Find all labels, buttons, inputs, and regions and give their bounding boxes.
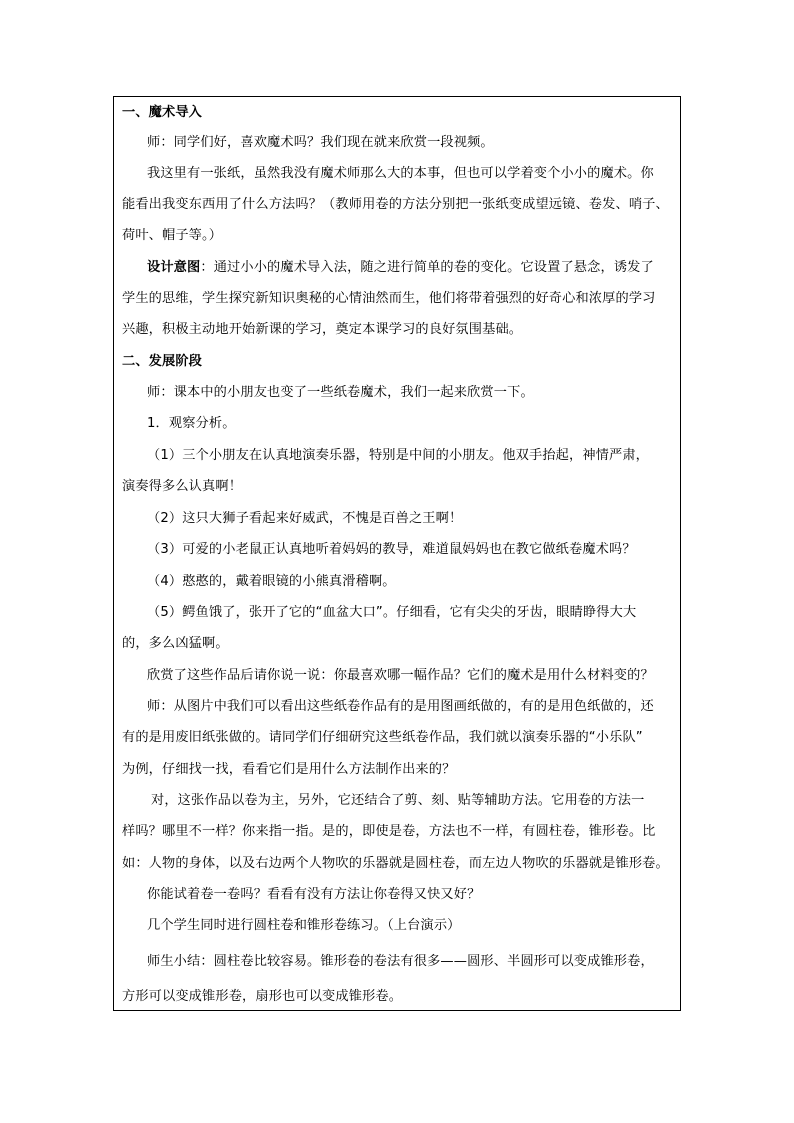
paragraph: 欣赏了这些作品后请你说一说：你最喜欢哪一幅作品？它们的魔术是用什么材料变的？ <box>147 668 654 683</box>
list-item: （4）憨憨的，戴着眼镜的小熊真滑稽啊。 <box>147 574 396 589</box>
paragraph: 你能试着卷一卷吗？看看有没有方法让你卷得又快又好？ <box>147 887 481 902</box>
design-intent-paragraph <box>114 259 680 277</box>
paragraph: 兴趣，积极主动地开始新课的学习，奠定本课学习的良好氛围基础。 <box>122 322 523 337</box>
paragraph: 1．观察分析。 <box>147 416 236 431</box>
paragraph: 能看出我变东西用了什么方法吗？（教师用卷的方法分别把一张纸变成望远镜、卷发、哨子、 <box>122 197 669 212</box>
list-item: （1）三个小朋友在认真地演奏乐器，特别是中间的小朋友。他双手抬起，神情严肃， <box>147 448 650 463</box>
summary-paragraph: 方形可以变成锥形卷，扇形也可以变成锥形卷。 <box>122 989 403 1004</box>
section-heading-development: 二、发展阶段 <box>122 354 203 369</box>
paragraph: 样吗？哪里不一样？你来指一指。是的，即使是卷，方法也不一样，有圆柱卷，锥形卷。比 <box>122 824 656 839</box>
list-item: （3）可爱的小老鼠正认真地听着妈妈的教导，难道鼠妈妈也在教它做纸卷魔术吗？ <box>147 542 636 557</box>
paragraph: 师：从图片中我们可以看出这些纸卷作品有的是用图画纸做的，有的是用色纸做的，还 <box>147 699 654 714</box>
section-heading-magic-intro: 一、魔术导入 <box>122 105 203 120</box>
paragraph: 有的是用废旧纸张做的。请同学们仔细研究这些纸卷作品，我们就以演奏乐器的“小乐队” <box>122 730 643 745</box>
paragraph: 学生的思维，学生探究新知识奥秘的心情油然而生，他们将带着强烈的好奇心和浓厚的学习 <box>122 291 656 306</box>
paragraph: 师：课本中的小朋友也变了一些纸卷魔术，我们一起来欣赏一下。 <box>147 385 534 400</box>
paragraph: 对，这张作品以卷为主，另外，它还结合了剪、刻、贴等辅助方法。它用卷的方法一 <box>151 793 645 808</box>
list-item: （2）这只大狮子看起来好威武，不愧是百兽之王啊！ <box>147 511 463 526</box>
list-item: 演奏得多么认真啊！ <box>122 479 243 494</box>
paragraph: 如：人物的身体，以及右边两个人物吹的乐器就是圆柱卷，而左边人物吹的乐器就是锥形卷。 <box>122 856 669 871</box>
design-intent-label: 设计意图 <box>147 260 201 275</box>
list-item: （5）鳄鱼饿了，张开了它的“血盆大口”。仔细看，它有尖尖的牙齿，眼睛睁得大大 <box>147 605 637 620</box>
paragraph: 几个学生同时进行圆柱卷和锥形卷练习。（上台演示） <box>147 918 461 933</box>
list-item: 的，多么凶猛啊。 <box>122 636 229 651</box>
summary-paragraph: 师生小结：圆柱卷比较容易。锥形卷的卷法有很多——圆形、半圆形可以变成锥形卷， <box>147 954 654 969</box>
paragraph: 为例，仔细找一找，看看它们是用什么方法制作出来的？ <box>122 762 456 777</box>
paragraph: 我这里有一张纸，虽然我没有魔术师那么大的本事，但也可以学着变个小小的魔术。你 <box>147 166 654 181</box>
lesson-plan-table <box>113 96 681 1011</box>
design-intent-text: ：通过小小的魔术导入法，随之进行简单的卷的变化。它设置了悬念，诱发了 <box>200 260 654 275</box>
paragraph: 师：同学们好，喜欢魔术吗？我们现在就来欣赏一段视频。 <box>147 135 494 150</box>
paragraph: 荷叶、帽子等。） <box>122 228 223 243</box>
